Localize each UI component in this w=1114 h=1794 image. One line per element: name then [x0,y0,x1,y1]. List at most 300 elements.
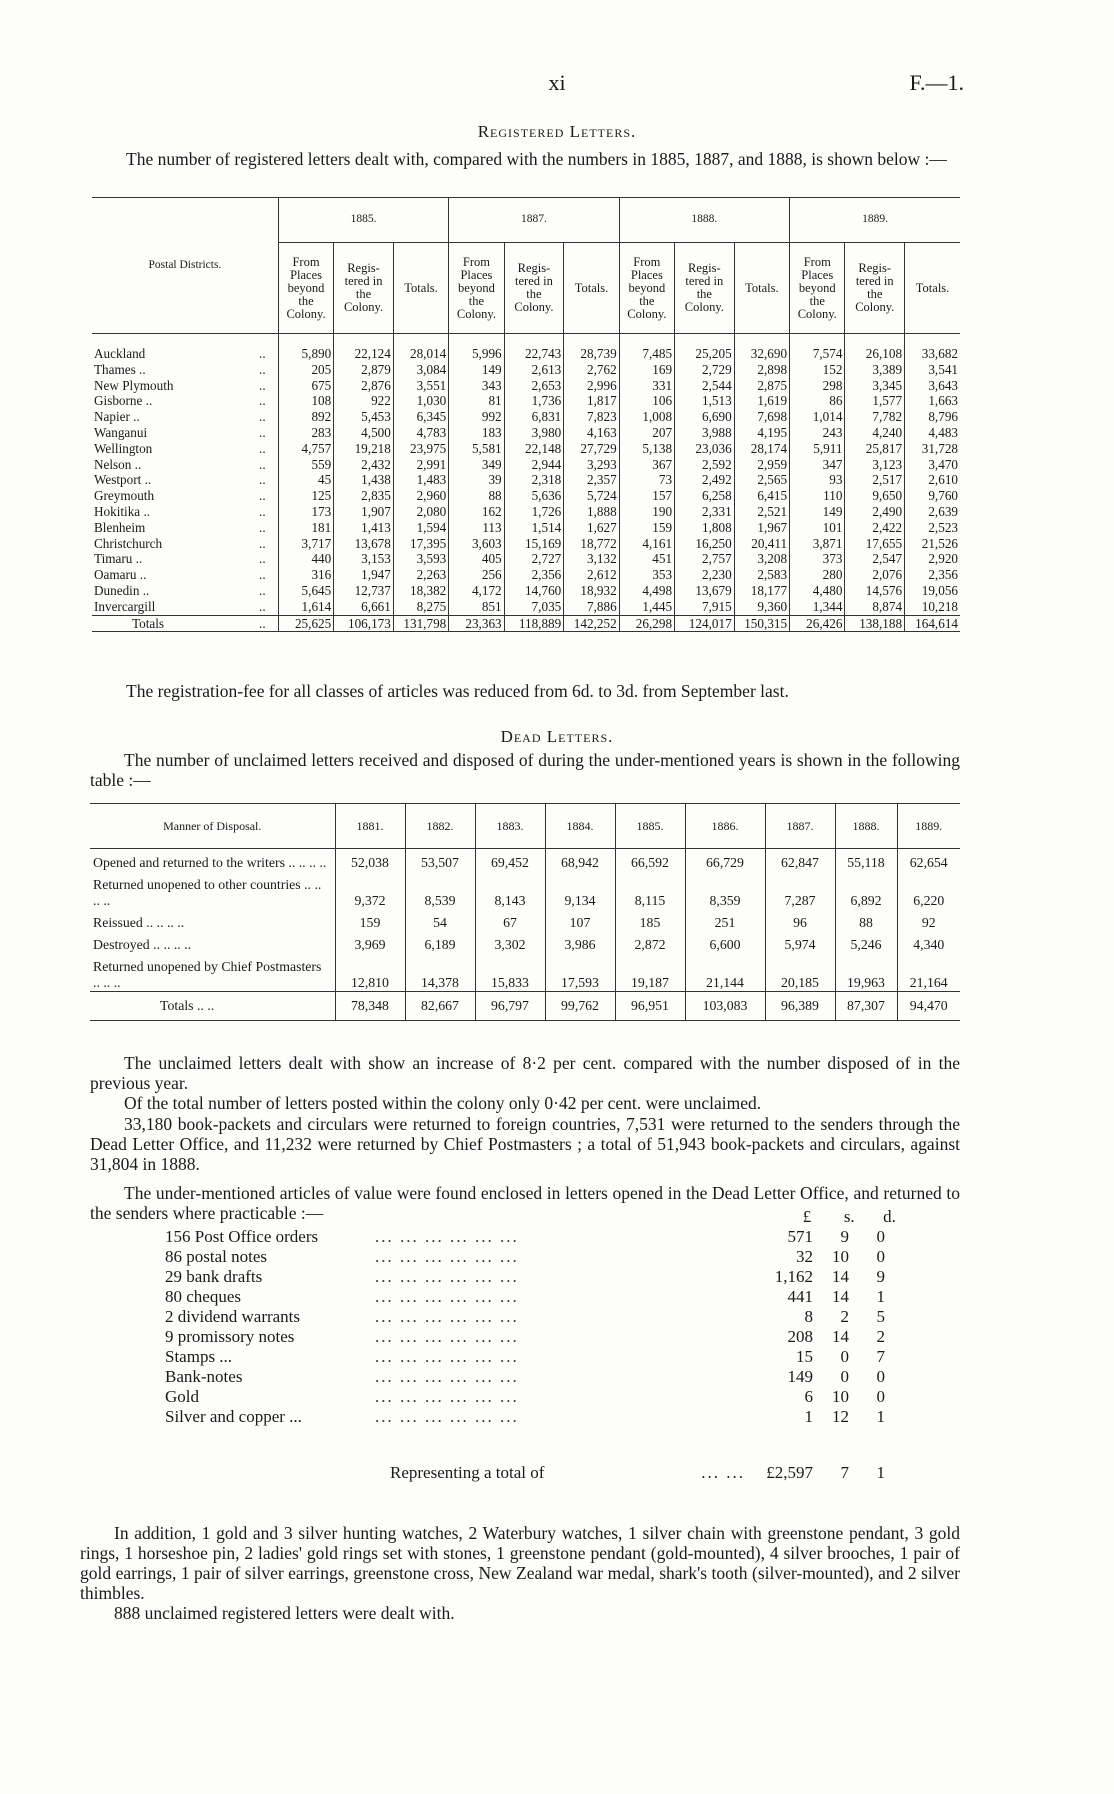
total-value-cell: 142,252 [564,615,619,632]
value-cell: 4,757 [278,441,333,457]
year-header: 1882. [405,804,475,849]
value-cell: 2,592 [675,457,735,473]
pounds-value: 8 [804,1307,813,1326]
articles-total-row [390,1463,885,1483]
value-cell: 1,577 [845,393,905,409]
table-row [92,441,960,457]
value-cell: 2,432 [334,457,394,473]
value-cell: 101 [790,520,845,536]
value-cell: 7,823 [564,409,619,425]
district-name: Thames .. [94,361,146,377]
col-totals-header: Totals. [905,243,960,334]
value-cell: 1,438 [334,472,394,488]
col-reg-header: Regis-tered in the Colony. [504,243,564,334]
value-cell: 3,593 [393,551,448,567]
value-cell: 149 [449,362,504,378]
leader-dots: .. [259,361,266,377]
value-cell: 922 [334,393,394,409]
articles-total-pounds: £2,597 [766,1463,813,1482]
value-cell: 18,772 [564,536,619,552]
shillings-value: 14 [832,1267,849,1286]
pounds-unit: £ [802,1207,812,1226]
value-cell: 108 [278,393,333,409]
value-cell: 25,205 [675,346,735,362]
value-cell: 5,138 [619,441,674,457]
year-header: 1884. [545,804,615,849]
pounds-value: 149 [787,1367,813,1386]
value-cell: 15,833 [475,953,545,992]
dead-letters-intro: The number of unclaimed letters received and disposed of during the under-mentioned years is shown in the following table :— [90,750,960,790]
leader-dots: .. [257,615,278,632]
value-cell: 2,080 [393,504,448,520]
district-name: Hokitika .. [94,503,151,519]
dead-letters-para-book-packets: 33,180 book-packets and circulars were returned to foreign countries, 7,531 were returned to the senders through the Dead Letter Office, and 11,232 were returned by Chief Postmasters ; a total of 51,943 book-packets and circulars, against 31,804 in 1888. [90,1114,960,1174]
table-row [90,849,960,872]
value-cell: 4,480 [790,583,845,599]
value-cell: 1,008 [619,409,674,425]
value-cell: 331 [619,378,674,394]
value-cell: 68,942 [545,849,615,872]
leader-dots: ... ... ... ... ... ... [375,1287,519,1306]
leader-dots: ... ... ... ... ... ... [375,1407,519,1426]
table-row [92,520,960,536]
total-value-cell: 23,363 [449,615,504,632]
value-cell: 169 [619,362,674,378]
dead-letters-table [90,803,960,1021]
pounds-value: 208 [787,1327,813,1346]
article-name: 9 promissory notes [165,1327,295,1346]
value-cell: 1,513 [675,393,735,409]
value-cell: 5,974 [765,931,835,953]
district-name: Auckland [94,346,146,361]
value-cell: 15,169 [504,536,564,552]
dead-letters-para-increase: The unclaimed letters dealt with show an increase of 8·2 per cent. compared with the number disposed of in the previous year. [90,1053,960,1093]
total-value-cell: 82,667 [405,992,475,1021]
leader-dots: .. [259,456,266,472]
article-name: Gold [165,1387,199,1406]
value-cell: 451 [619,551,674,567]
total-value-cell: 25,625 [278,615,333,632]
value-cell: 28,014 [393,346,448,362]
value-cell: 2,727 [504,551,564,567]
value-cell: 190 [619,504,674,520]
value-cell: 440 [278,551,333,567]
value-cell: 3,988 [675,425,735,441]
closing-para-registered: 888 unclaimed registered letters were dealt with. [114,1603,455,1623]
leader-dots: .. [259,409,266,425]
value-cell: 353 [619,567,674,583]
totals-row [92,615,960,632]
value-cell: 14,576 [845,583,905,599]
manner-of-disposal: Returned unopened to other countries .. .. .. .. [93,877,322,908]
value-cell: 66,729 [685,849,765,872]
value-cell: 3,345 [845,378,905,394]
district-name: Dunedin .. [94,582,150,598]
totals-row [90,992,960,1021]
value-cell: 9,760 [905,488,960,504]
table-row [92,378,960,394]
value-cell: 1,888 [564,504,619,520]
shillings-value: 10 [832,1247,849,1266]
value-cell: 7,886 [564,599,619,615]
total-value-cell: 96,951 [615,992,685,1021]
value-cell: 88 [835,909,897,931]
value-cell: 892 [278,409,333,425]
value-cell: 1,614 [278,599,333,615]
value-cell: 23,975 [393,441,448,457]
col-reg-header: Regis-tered in the Colony. [334,243,394,334]
article-name: Stamps ... [165,1347,233,1366]
total-value-cell: 118,889 [504,615,564,632]
col-reg-header: Regis-tered in the Colony. [845,243,905,334]
value-cell: 3,717 [278,536,333,552]
value-cell: 3,541 [905,362,960,378]
value-cell: 1,947 [334,567,394,583]
total-value-cell: 124,017 [675,615,735,632]
pence-value: 1 [876,1407,885,1426]
table-row [92,536,960,552]
pounds-value: 32 [796,1247,813,1266]
value-cell: 3,986 [545,931,615,953]
value-cell: 22,148 [504,441,564,457]
value-cell: 5,453 [334,409,394,425]
value-cell: 173 [278,504,333,520]
total-value-cell: 150,315 [734,615,789,632]
leader-dots: ... ... ... ... ... ... [375,1307,519,1326]
value-cell: 2,583 [734,567,789,583]
value-cell: 1,514 [504,520,564,536]
shillings-value: 0 [840,1367,849,1386]
currency-units-header [787,1207,908,1227]
list-item [165,1327,885,1347]
list-item [165,1387,885,1407]
value-cell: 1,808 [675,520,735,536]
value-cell: 5,890 [278,346,333,362]
total-value-cell: 26,298 [619,615,674,632]
value-cell: 2,960 [393,488,448,504]
pounds-value: 441 [787,1287,813,1306]
value-cell: 1,817 [564,393,619,409]
leader-dots: .. [259,567,266,583]
value-cell: 3,980 [504,425,564,441]
value-cell: 6,600 [685,931,765,953]
shillings-unit: s. [843,1207,855,1226]
table-row [90,871,960,909]
manner-of-disposal: Returned unopened by Chief Postmasters .. .. .. [93,959,322,990]
value-cell: 2,944 [504,457,564,473]
leader-dots: .. [259,346,266,361]
table-row [92,425,960,441]
district-name: Nelson .. [94,456,142,472]
col-from-header: From Places beyond the Colony. [790,243,845,334]
value-cell: 256 [449,567,504,583]
value-cell: 17,395 [393,536,448,552]
value-cell: 6,831 [504,409,564,425]
manner-header: Manner of Disposal. [90,804,335,849]
leader-dots: .. [259,598,266,614]
value-cell: 6,415 [734,488,789,504]
value-cell: 10,218 [905,599,960,615]
article-name: 29 bank drafts [165,1267,263,1286]
value-cell: 1,483 [393,472,448,488]
shillings-value: 0 [840,1347,849,1366]
value-cell: 316 [278,567,333,583]
value-cell: 2,757 [675,551,735,567]
value-cell: 2,876 [334,378,394,394]
table-row [90,953,960,992]
value-cell: 4,163 [564,425,619,441]
total-value-cell: 138,188 [845,615,905,632]
district-name: Wanganui [94,424,148,440]
value-cell: 3,643 [905,378,960,394]
manner-of-disposal: Destroyed .. .. .. .. [93,937,192,952]
value-cell: 2,996 [564,378,619,394]
total-value-cell: 87,307 [835,992,897,1021]
leader-dots: .. [259,503,266,519]
value-cell: 3,389 [845,362,905,378]
totals-label: Totals .. .. [90,992,335,1021]
value-cell: 45 [278,472,333,488]
value-cell: 19,187 [615,953,685,992]
pence-value: 0 [876,1247,885,1266]
value-cell: 13,678 [334,536,394,552]
value-cell: 159 [335,909,405,931]
year-header: 1889. [790,198,960,243]
value-cell: 2,318 [504,472,564,488]
registered-letters-heading: Registered Letters. [477,122,637,141]
value-cell: 152 [790,362,845,378]
value-cell: 1,663 [905,393,960,409]
table-row [92,488,960,504]
article-name: 86 postal notes [165,1247,267,1266]
value-cell: 86 [790,393,845,409]
value-cell: 9,650 [845,488,905,504]
value-cell: 4,195 [734,425,789,441]
shillings-value: 14 [832,1327,849,1346]
value-cell: 7,698 [734,409,789,425]
spacer-row [92,334,960,347]
value-cell: 106 [619,393,674,409]
value-cell: 4,500 [334,425,394,441]
value-cell: 14,378 [405,953,475,992]
list-item [165,1307,885,1327]
value-cell: 73 [619,472,674,488]
value-cell: 4,483 [905,425,960,441]
value-cell: 2,565 [734,472,789,488]
value-cell: 5,645 [278,583,333,599]
pence-value: 0 [876,1227,885,1246]
totals-label: Totals [92,615,257,632]
manner-of-disposal: Reissued .. .. .. .. [93,915,185,930]
article-name: Bank-notes [165,1367,243,1386]
value-cell: 8,275 [393,599,448,615]
value-cell: 2,991 [393,457,448,473]
table-row [90,931,960,953]
value-cell: 159 [619,520,674,536]
value-cell: 1,445 [619,599,674,615]
value-cell: 3,302 [475,931,545,953]
table-row [90,909,960,931]
value-cell: 9,372 [335,871,405,909]
value-cell: 7,915 [675,599,735,615]
value-cell: 33,682 [905,346,960,362]
value-cell: 66,592 [615,849,685,872]
total-value-cell: 103,083 [685,992,765,1021]
total-value-cell: 96,389 [765,992,835,1021]
value-cell: 17,593 [545,953,615,992]
dead-letters-para-unclaimed: Of the total number of letters posted within the colony only 0·42 per cent. were unclaimed. [124,1093,762,1113]
value-cell: 1,736 [504,393,564,409]
value-cell: 183 [449,425,504,441]
value-cell: 81 [449,393,504,409]
value-cell: 2,610 [905,472,960,488]
value-cell: 3,153 [334,551,394,567]
pence-value: 0 [876,1367,885,1386]
value-cell: 1,014 [790,409,845,425]
value-cell: 22,124 [334,346,394,362]
value-cell: 22,743 [504,346,564,362]
value-cell: 2,357 [564,472,619,488]
value-cell: 5,581 [449,441,504,457]
value-cell: 2,544 [675,378,735,394]
district-name: Greymouth [94,488,155,504]
list-item [165,1407,885,1427]
pence-value: 7 [876,1347,885,1366]
district-name: Gisborne .. [94,393,153,409]
articles-total-pence: 1 [876,1463,885,1482]
value-cell: 559 [278,457,333,473]
value-cell: 92 [897,909,960,931]
value-cell: 8,539 [405,871,475,909]
pence-value: 5 [876,1307,885,1326]
leader-dots: .. [259,472,266,488]
registered-table-body [92,334,960,632]
value-cell: 4,783 [393,425,448,441]
value-cell: 405 [449,551,504,567]
value-cell: 3,603 [449,536,504,552]
value-cell: 2,959 [734,457,789,473]
value-cell: 3,123 [845,457,905,473]
value-cell: 3,551 [393,378,448,394]
value-cell: 88 [449,488,504,504]
value-cell: 2,547 [845,551,905,567]
page-number: xi [548,70,566,95]
value-cell: 2,879 [334,362,394,378]
value-cell: 2,076 [845,567,905,583]
value-cell: 21,526 [905,536,960,552]
value-cell: 19,056 [905,583,960,599]
value-cell: 2,729 [675,362,735,378]
year-header: 1889. [897,804,960,849]
value-cell: 2,612 [564,567,619,583]
total-value-cell: 94,470 [897,992,960,1021]
total-value-cell: 96,797 [475,992,545,1021]
value-cell: 2,517 [845,472,905,488]
registered-letters-table [92,197,960,632]
value-cell: 14,760 [504,583,564,599]
value-cell: 8,874 [845,599,905,615]
pence-value: 0 [876,1387,885,1406]
year-header: 1888. [835,804,897,849]
district-name: New Plymouth [94,377,174,393]
district-name: Wellington [94,440,153,456]
value-cell: 675 [278,378,333,394]
shillings-value: 10 [832,1387,849,1406]
article-name: 156 Post Office orders [165,1227,319,1246]
value-cell: 93 [790,472,845,488]
value-cell: 6,892 [835,871,897,909]
value-cell: 3,470 [905,457,960,473]
col-from-header: From Places beyond the Colony. [449,243,504,334]
col-reg-header: Regis-tered in the Colony. [675,243,735,334]
value-cell: 251 [685,909,765,931]
value-cell: 3,969 [335,931,405,953]
value-cell: 12,737 [334,583,394,599]
col-from-header: From Places beyond the Colony. [619,243,674,334]
table-row [92,599,960,615]
district-name: Invercargill [94,598,156,614]
dead-letters-para-articles: The under-mentioned articles of value were found enclosed in letters opened in the Dead Letter Office, and returned to the senders where practicable :— [90,1183,960,1223]
value-cell: 110 [790,488,845,504]
value-cell: 243 [790,425,845,441]
value-cell: 157 [619,488,674,504]
leader-dots: .. [259,440,266,456]
value-cell: 39 [449,472,504,488]
col-totals-header: Totals. [564,243,619,334]
value-cell: 2,263 [393,567,448,583]
value-cell: 2,331 [675,504,735,520]
document-reference: F.—1. [909,70,964,95]
value-cell: 8,143 [475,871,545,909]
value-cell: 2,521 [734,504,789,520]
list-item [165,1267,885,1287]
value-cell: 9,360 [734,599,789,615]
table-row [92,393,960,409]
value-cell: 17,655 [845,536,905,552]
value-cell: 2,356 [504,567,564,583]
table-row [92,504,960,520]
value-cell: 373 [790,551,845,567]
table-row [92,583,960,599]
leader-dots: ... ... ... ... ... ... [375,1227,519,1246]
value-cell: 52,038 [335,849,405,872]
value-cell: 162 [449,504,504,520]
year-header: 1888. [619,198,789,243]
value-cell: 13,679 [675,583,735,599]
district-name: Timaru .. [94,551,143,567]
district-name: Blenheim [94,519,146,535]
pence-value: 2 [876,1327,885,1346]
list-item [165,1247,885,1267]
pence-unit: d. [883,1207,896,1226]
district-name: Oamaru .. [94,567,147,583]
value-cell: 2,422 [845,520,905,536]
shillings-value: 2 [840,1307,849,1326]
articles-total-label: Representing a total of [390,1463,545,1482]
district-name: Napier .. [94,409,140,425]
value-cell: 31,728 [905,441,960,457]
value-cell: 8,359 [685,871,765,909]
shillings-value: 14 [832,1287,849,1306]
leader-dots: ... ... ... ... ... ... [375,1247,519,1266]
value-cell: 185 [615,909,685,931]
pounds-value: 15 [796,1347,813,1366]
value-cell: 19,218 [334,441,394,457]
shillings-value: 12 [832,1407,849,1426]
value-cell: 851 [449,599,504,615]
value-cell: 2,762 [564,362,619,378]
table-row [92,346,960,362]
